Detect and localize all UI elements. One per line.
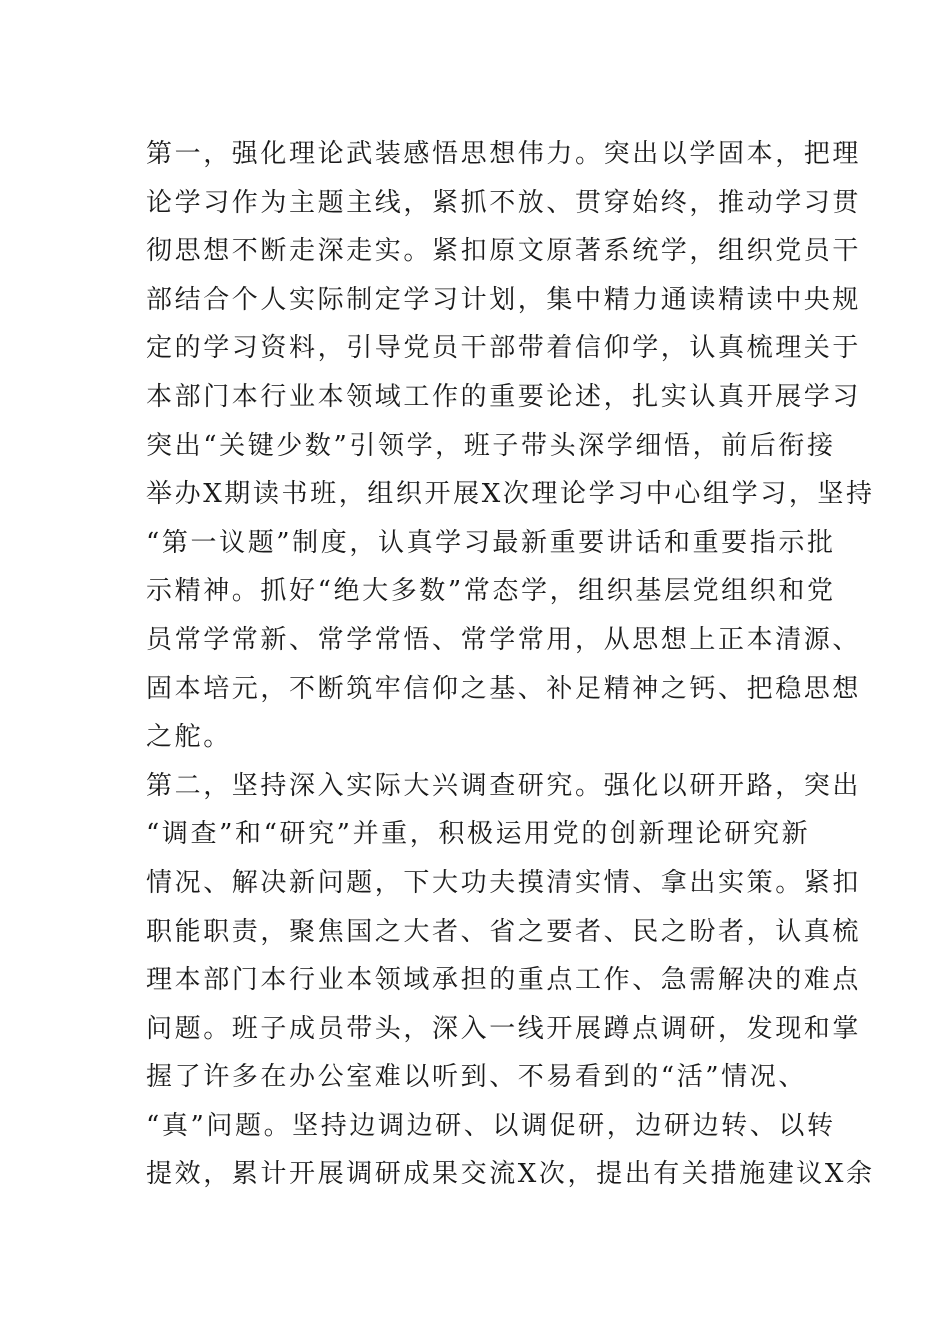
paragraph-line: “真”问题。坚持边调边研、以调促研，边研边转、以转 (146, 1110, 836, 1141)
paragraph-line: 本部门本行业本领域工作的重要论述，扎实认真开展学习 (146, 381, 862, 412)
paragraph-line: 握了许多在办公室难以听到、不易看到的“活”情况、 (146, 1062, 807, 1093)
paragraph-line: 第一，强化理论武装感悟思想伟力。突出以学固本，把理 (146, 139, 862, 169)
paragraph-line: 论学习作为主题主线，紧抓不放、贯穿始终，推动学习贯 (146, 187, 862, 218)
paragraph-line: 定的学习资料，引导党员干部带着信仰学，认真梳理关于 (146, 333, 862, 364)
paragraph-line: 员常学常新、常学常悟、常学常用，从思想上正本清源、 (146, 624, 862, 655)
document-body (146, 130, 875, 1199)
paragraph-line: 举办X期读书班，组织开展X次理论学习中心组学习，坚持 (146, 479, 875, 510)
paragraph-line: 部结合个人实际制定学习计划，集中精力通读精读中央规 (146, 284, 862, 315)
paragraph-line: “调查”和“研究”并重，积极运用党的创新理论研究新 (146, 819, 811, 850)
paragraph-line: “第一议题”制度，认真学习最新重要讲话和重要指示批 (146, 527, 836, 558)
paragraph-line: 之舵。 (146, 722, 232, 753)
paragraph-line: 突出“关键少数”引领学，班子带头深学细悟，前后衔接 (146, 430, 836, 461)
paragraph-1 (146, 130, 875, 762)
paragraph-line: 提效，累计开展调研成果交流X次，提出有关措施建议X余 (146, 1159, 875, 1190)
paragraph-line: 第二，坚持深入实际大兴调查研究。强化以研开路，突出 (146, 770, 862, 801)
paragraph-line: 彻思想不断走深走实。紧扣原文原著系统学，组织党员干 (146, 236, 862, 267)
paragraph-line: 问题。班子成员带头，深入一线开展蹲点调研，发现和掌 (146, 1013, 862, 1044)
paragraph-line: 情况、解决新问题，下大功夫摸清实情、拿出实策。紧扣 (146, 867, 862, 898)
paragraph-2 (146, 762, 875, 1199)
paragraph-line: 示精神。抓好“绝大多数”常态学，组织基层党组织和党 (146, 576, 836, 607)
paragraph-line: 职能职责，聚焦国之大者、省之要者、民之盼者，认真梳 (146, 916, 862, 947)
paragraph-line: 理本部门本行业本领域承担的重点工作、急需解决的难点 (146, 965, 862, 996)
paragraph-line: 固本培元，不断筑牢信仰之基、补足精神之钙、把稳思想 (146, 673, 862, 704)
